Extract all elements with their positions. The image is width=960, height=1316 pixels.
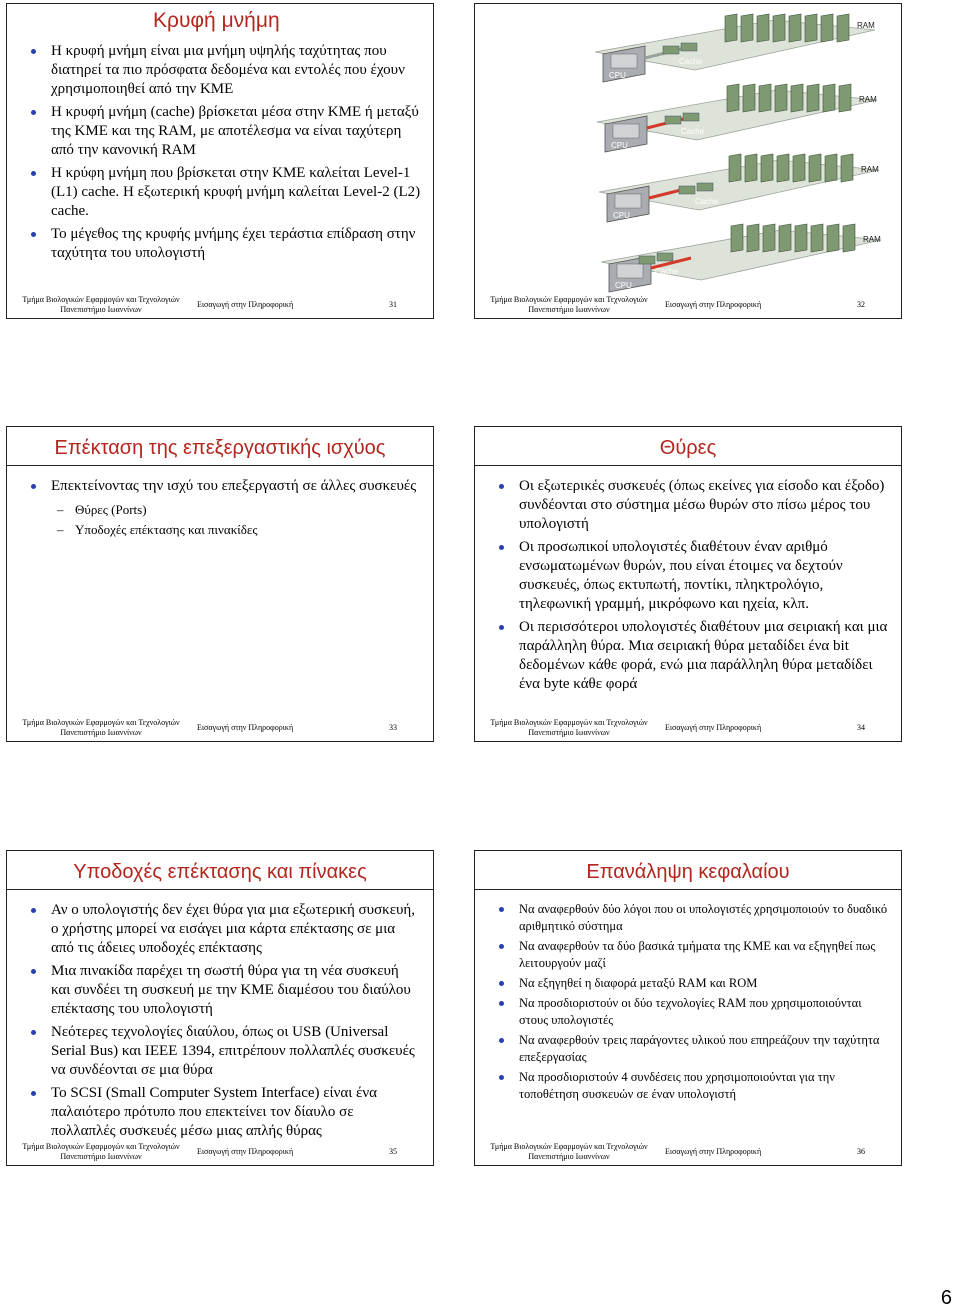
cache-label: Cache	[655, 267, 679, 276]
slide-footer	[7, 719, 433, 741]
diagram-panel	[595, 14, 875, 82]
footer-department: Τμήμα Βιολογικών Εφαρμογών και Τεχνολογιών Πανεπιστήμιο Ιωαννίνων	[22, 295, 180, 314]
title-rule	[7, 889, 433, 890]
ram-stick	[757, 14, 769, 42]
slide-number: 34	[857, 723, 865, 732]
bullet-list	[29, 477, 421, 544]
list-item: Να αναφερθούν δύο λόγοι που οι υπολογιστές χρησιμοποιούν το δυαδικό αριθμητικό σύστημα	[497, 901, 889, 935]
bullet-icon	[499, 907, 504, 912]
bullet-icon	[31, 969, 36, 974]
bullet-icon	[499, 1075, 504, 1080]
slide-34	[474, 426, 902, 742]
bullet-list	[497, 477, 889, 698]
bullet-icon	[31, 171, 36, 176]
cache-chip	[639, 256, 655, 264]
slide-title: Κρυφή μνήμη	[153, 9, 280, 32]
bullet-icon	[499, 484, 504, 489]
title-rule	[475, 465, 901, 466]
dash-icon: –	[57, 522, 64, 537]
ram-stick	[775, 84, 787, 112]
ram-label: RAM	[861, 165, 879, 174]
ram-stick	[821, 14, 833, 42]
bullet-icon	[31, 1091, 36, 1096]
bullet-icon	[31, 232, 36, 237]
ram-stick	[779, 224, 791, 252]
bullet-icon	[499, 1038, 504, 1043]
slide-footer	[475, 1143, 901, 1165]
ram-stick	[795, 224, 807, 252]
bullet-list	[497, 901, 889, 1106]
bullet-icon	[499, 625, 504, 630]
cache-chip	[665, 116, 681, 124]
list-item: Να αναφερθούν τρεις παράγοντες υλικού που επηρεάζουν την ταχύτητα επεξεργασίας	[497, 1032, 889, 1066]
diagram-panel	[599, 154, 879, 222]
cache-chip	[681, 43, 697, 51]
bullet-icon	[499, 981, 504, 986]
ram-stick	[807, 84, 819, 112]
list-item: Να αναφερθούν τα δύο βασικά τμήματα της ΚΜΕ και να εξηγηθεί πως λειτουργούν μαζί	[497, 938, 889, 972]
slide-title: Θύρες	[659, 437, 717, 459]
footer-course: Εισαγωγή στην Πληροφορική	[665, 1147, 762, 1156]
cpu-label: CPU	[609, 71, 626, 80]
list-item: Το μέγεθος της κρυφής μνήμης έχει τεράστια επίδραση στην ταχύτητα του υπολογιστή	[29, 225, 421, 263]
cache-chip	[679, 186, 695, 194]
list-item: Μια πινακίδα παρέχει τη σωστή θύρα για τη νέα συσκευή και συνδέει τη συσκευή με την ΚΜΕ διαμέσου του διαύλου επέκτασης του υπολογιστή	[29, 962, 421, 1019]
list-item: Οι εξωτερικές συσκευές (όπως εκείνες για είσοδο και έξοδο) συνδέονται στο σύστημα μέσω θυρών στο πίσω μέρος του υπολογιστή	[497, 477, 889, 534]
footer-course: Εισαγωγή στην Πληροφορική	[665, 723, 762, 732]
slide-title: Επέκταση της επεξεργαστικής ισχύος	[54, 437, 386, 459]
cpu-die	[617, 264, 643, 278]
bullet-list	[29, 901, 421, 1145]
ram-stick	[791, 84, 803, 112]
slide-32	[474, 3, 902, 319]
slide-number: 32	[857, 300, 865, 309]
footer-course: Εισαγωγή στην Πληροφορική	[197, 1147, 294, 1156]
sub-list-item: – Υποδοχές επέκτασης και πινακίδες	[51, 520, 421, 540]
list-item: Το SCSI (Small Computer System Interface) είναι ένα παλαιότερο πρότυπο που επεκτείνει τον δίαυλο σε πολλαπλές συσκευές μέσω μιας απλής θύρας	[29, 1084, 421, 1141]
list-item: Αν ο υπολογιστής δεν έχει θύρα για μια εξωτερική συσκευή, ο χρήστης μπορεί να εισάγει μια κάρτα επέκτασης σε μια από τις άδειες υποδοχές επέκτασης	[29, 901, 421, 958]
list-item: Νεότερες τεχνολογίες διαύλου, όπως οι USB (Universal Serial Bus) και IEEE 1394, επιτρέπουν πολλαπλές συσκευές να συνδέονται σε μια θύρα	[29, 1023, 421, 1080]
slide-footer	[475, 719, 901, 741]
ram-stick	[741, 14, 753, 42]
ram-label: RAM	[863, 235, 881, 244]
ram-stick	[827, 224, 839, 252]
ram-stick	[793, 154, 805, 182]
list-item: Η κρύφη μνήμη που βρίσκεται στην ΚΜΕ καλείται Level-1 (L1) cache. Η εξωτερική κρυφή μνήμη καλείται Level-2 (L2) cache.	[29, 164, 421, 221]
slide-number: 36	[857, 1147, 865, 1156]
ram-stick	[809, 154, 821, 182]
cache-label: Cache	[679, 57, 703, 66]
ram-stick	[729, 154, 741, 182]
slide-title: Υποδοχές επέκτασης και πίνακες	[73, 861, 367, 883]
cache-chip	[697, 183, 713, 191]
list-item: Η κρυφή μνήμη (cache) βρίσκεται μέσα στην ΚΜΕ ή μεταξύ της ΚΜΕ και της RAM, με αποτέλεσμα να είναι ταχύτερη από την κανονική RAM	[29, 103, 421, 160]
cpu-label: CPU	[611, 141, 628, 150]
bullet-list	[29, 42, 421, 267]
ram-label: RAM	[857, 21, 875, 30]
diagram-panel	[601, 224, 881, 292]
cpu-label: CPU	[615, 281, 632, 290]
footer-department: Τμήμα Βιολογικών Εφαρμογών και Τεχνολογιών Πανεπιστήμιο Ιωαννίνων	[22, 1142, 180, 1161]
bullet-icon	[31, 49, 36, 54]
slide-title: Επανάληψη κεφαλαίου	[586, 861, 790, 883]
ram-stick	[837, 14, 849, 42]
bullet-icon	[31, 908, 36, 913]
bullet-icon	[499, 545, 504, 550]
cache-label: Cache	[695, 197, 719, 206]
ram-stick	[725, 14, 737, 42]
slide-33	[6, 426, 434, 742]
list-item: Η κρυφή μνήμη είναι μια μνήμη υψηλής ταχύτητας που διατηρεί τα πιο πρόσφατα δεδομένα και εντολές που έχουν χρησιμοποιηθεί από την ΚΜΕ	[29, 42, 421, 99]
ram-stick	[823, 84, 835, 112]
slide-footer	[7, 1143, 433, 1165]
footer-department: Τμήμα Βιολογικών Εφαρμογών και Τεχνολογιών Πανεπιστήμιο Ιωαννίνων	[22, 718, 180, 737]
footer-department: Τμήμα Βιολογικών Εφαρμογών και Τεχνολογιών Πανεπιστήμιο Ιωαννίνων	[490, 295, 648, 314]
slide-36	[474, 850, 902, 1166]
cpu-label: CPU	[613, 211, 630, 220]
title-rule	[7, 465, 433, 466]
slide-35	[6, 850, 434, 1166]
footer-course: Εισαγωγή στην Πληροφορική	[197, 723, 294, 732]
title-rule	[475, 889, 901, 890]
ram-stick	[727, 84, 739, 112]
bullet-icon	[31, 1030, 36, 1035]
ram-stick	[843, 224, 855, 252]
cache-chip	[657, 253, 673, 261]
ram-stick	[777, 154, 789, 182]
footer-course: Εισαγωγή στην Πληροφορική	[197, 300, 294, 309]
slide-footer	[475, 296, 901, 318]
ram-stick	[759, 84, 771, 112]
ram-stick	[745, 154, 757, 182]
cache-label: Cache	[681, 127, 705, 136]
ram-stick	[747, 224, 759, 252]
slide-number: 35	[389, 1147, 397, 1156]
cache-chip	[663, 46, 679, 54]
list-item: Να προσδιοριστούν οι δύο τεχνολογίες RAM που χρησιμοποιούνται στους υπολογιστές	[497, 995, 889, 1029]
slide-number: 31	[389, 300, 397, 309]
diagram-panel	[597, 84, 877, 152]
ram-stick	[811, 224, 823, 252]
slide-number: 33	[389, 723, 397, 732]
ram-stick	[825, 154, 837, 182]
sub-list-item: – Θύρες (Ports)	[51, 500, 421, 520]
slide-31	[6, 3, 434, 319]
ram-stick	[763, 224, 775, 252]
footer-department: Τμήμα Βιολογικών Εφαρμογών και Τεχνολογιών Πανεπιστήμιο Ιωαννίνων	[490, 1142, 648, 1161]
bullet-icon	[31, 484, 36, 489]
ram-stick	[805, 14, 817, 42]
bullet-icon	[499, 1001, 504, 1006]
cpu-die	[611, 54, 637, 68]
list-item: Οι προσωπικοί υπολογιστές διαθέτουν έναν αριθμό ενσωματωμένων θυρών, που είναι έτοιμες να δεχτούν συσκευές, όπως εκτυπωτή, ποντίκι, πληκτρολόγιο, τηλεφωνική γραμμή, μικρόφωνο και ηχεία, κλπ.	[497, 538, 889, 614]
ram-stick	[743, 84, 755, 112]
ram-stick	[731, 224, 743, 252]
ram-stick	[789, 14, 801, 42]
sub-list	[51, 500, 421, 540]
ram-stick	[839, 84, 851, 112]
ram-stick	[773, 14, 785, 42]
list-item: Οι περισσότεροι υπολογιστές διαθέτουν μια σειριακή και μια παράλληλη θύρα. Μια σειριακή θύρα μεταδίδει ένα bit δεδομένων κάθε φορά, ενώ μια παράλληλη θύρα μεταδίδει ένα byte κάθε φορά	[497, 618, 889, 694]
bullet-icon	[31, 110, 36, 115]
slide-footer	[7, 296, 433, 318]
ram-stick	[761, 154, 773, 182]
list-item: Να προσδιοριστούν 4 συνδέσεις που χρησιμοποιούνται για την τοποθέτηση συσκευών σε έναν υπολογιστή	[497, 1069, 889, 1103]
list-item: Επεκτείνοντας την ισχύ του επεξεργαστή σε άλλες συσκευές – Θύρες (Ports) – Υποδοχές επέκτασης και πινακίδες	[29, 477, 421, 540]
dash-icon: –	[57, 502, 64, 517]
ram-label: RAM	[859, 95, 877, 104]
list-item: Να εξηγηθεί η διαφορά μεταξύ RAM και ROM	[497, 975, 889, 992]
footer-department: Τμήμα Βιολογικών Εφαρμογών και Τεχνολογιών Πανεπιστήμιο Ιωαννίνων	[490, 718, 648, 737]
bullet-icon	[499, 944, 504, 949]
cache-diagram	[575, 12, 895, 296]
cache-chip	[683, 113, 699, 121]
cpu-die	[613, 124, 639, 138]
footer-course: Εισαγωγή στην Πληροφορική	[665, 300, 762, 309]
ram-stick	[841, 154, 853, 182]
cpu-die	[615, 194, 641, 208]
page-number: 6	[940, 1287, 952, 1309]
